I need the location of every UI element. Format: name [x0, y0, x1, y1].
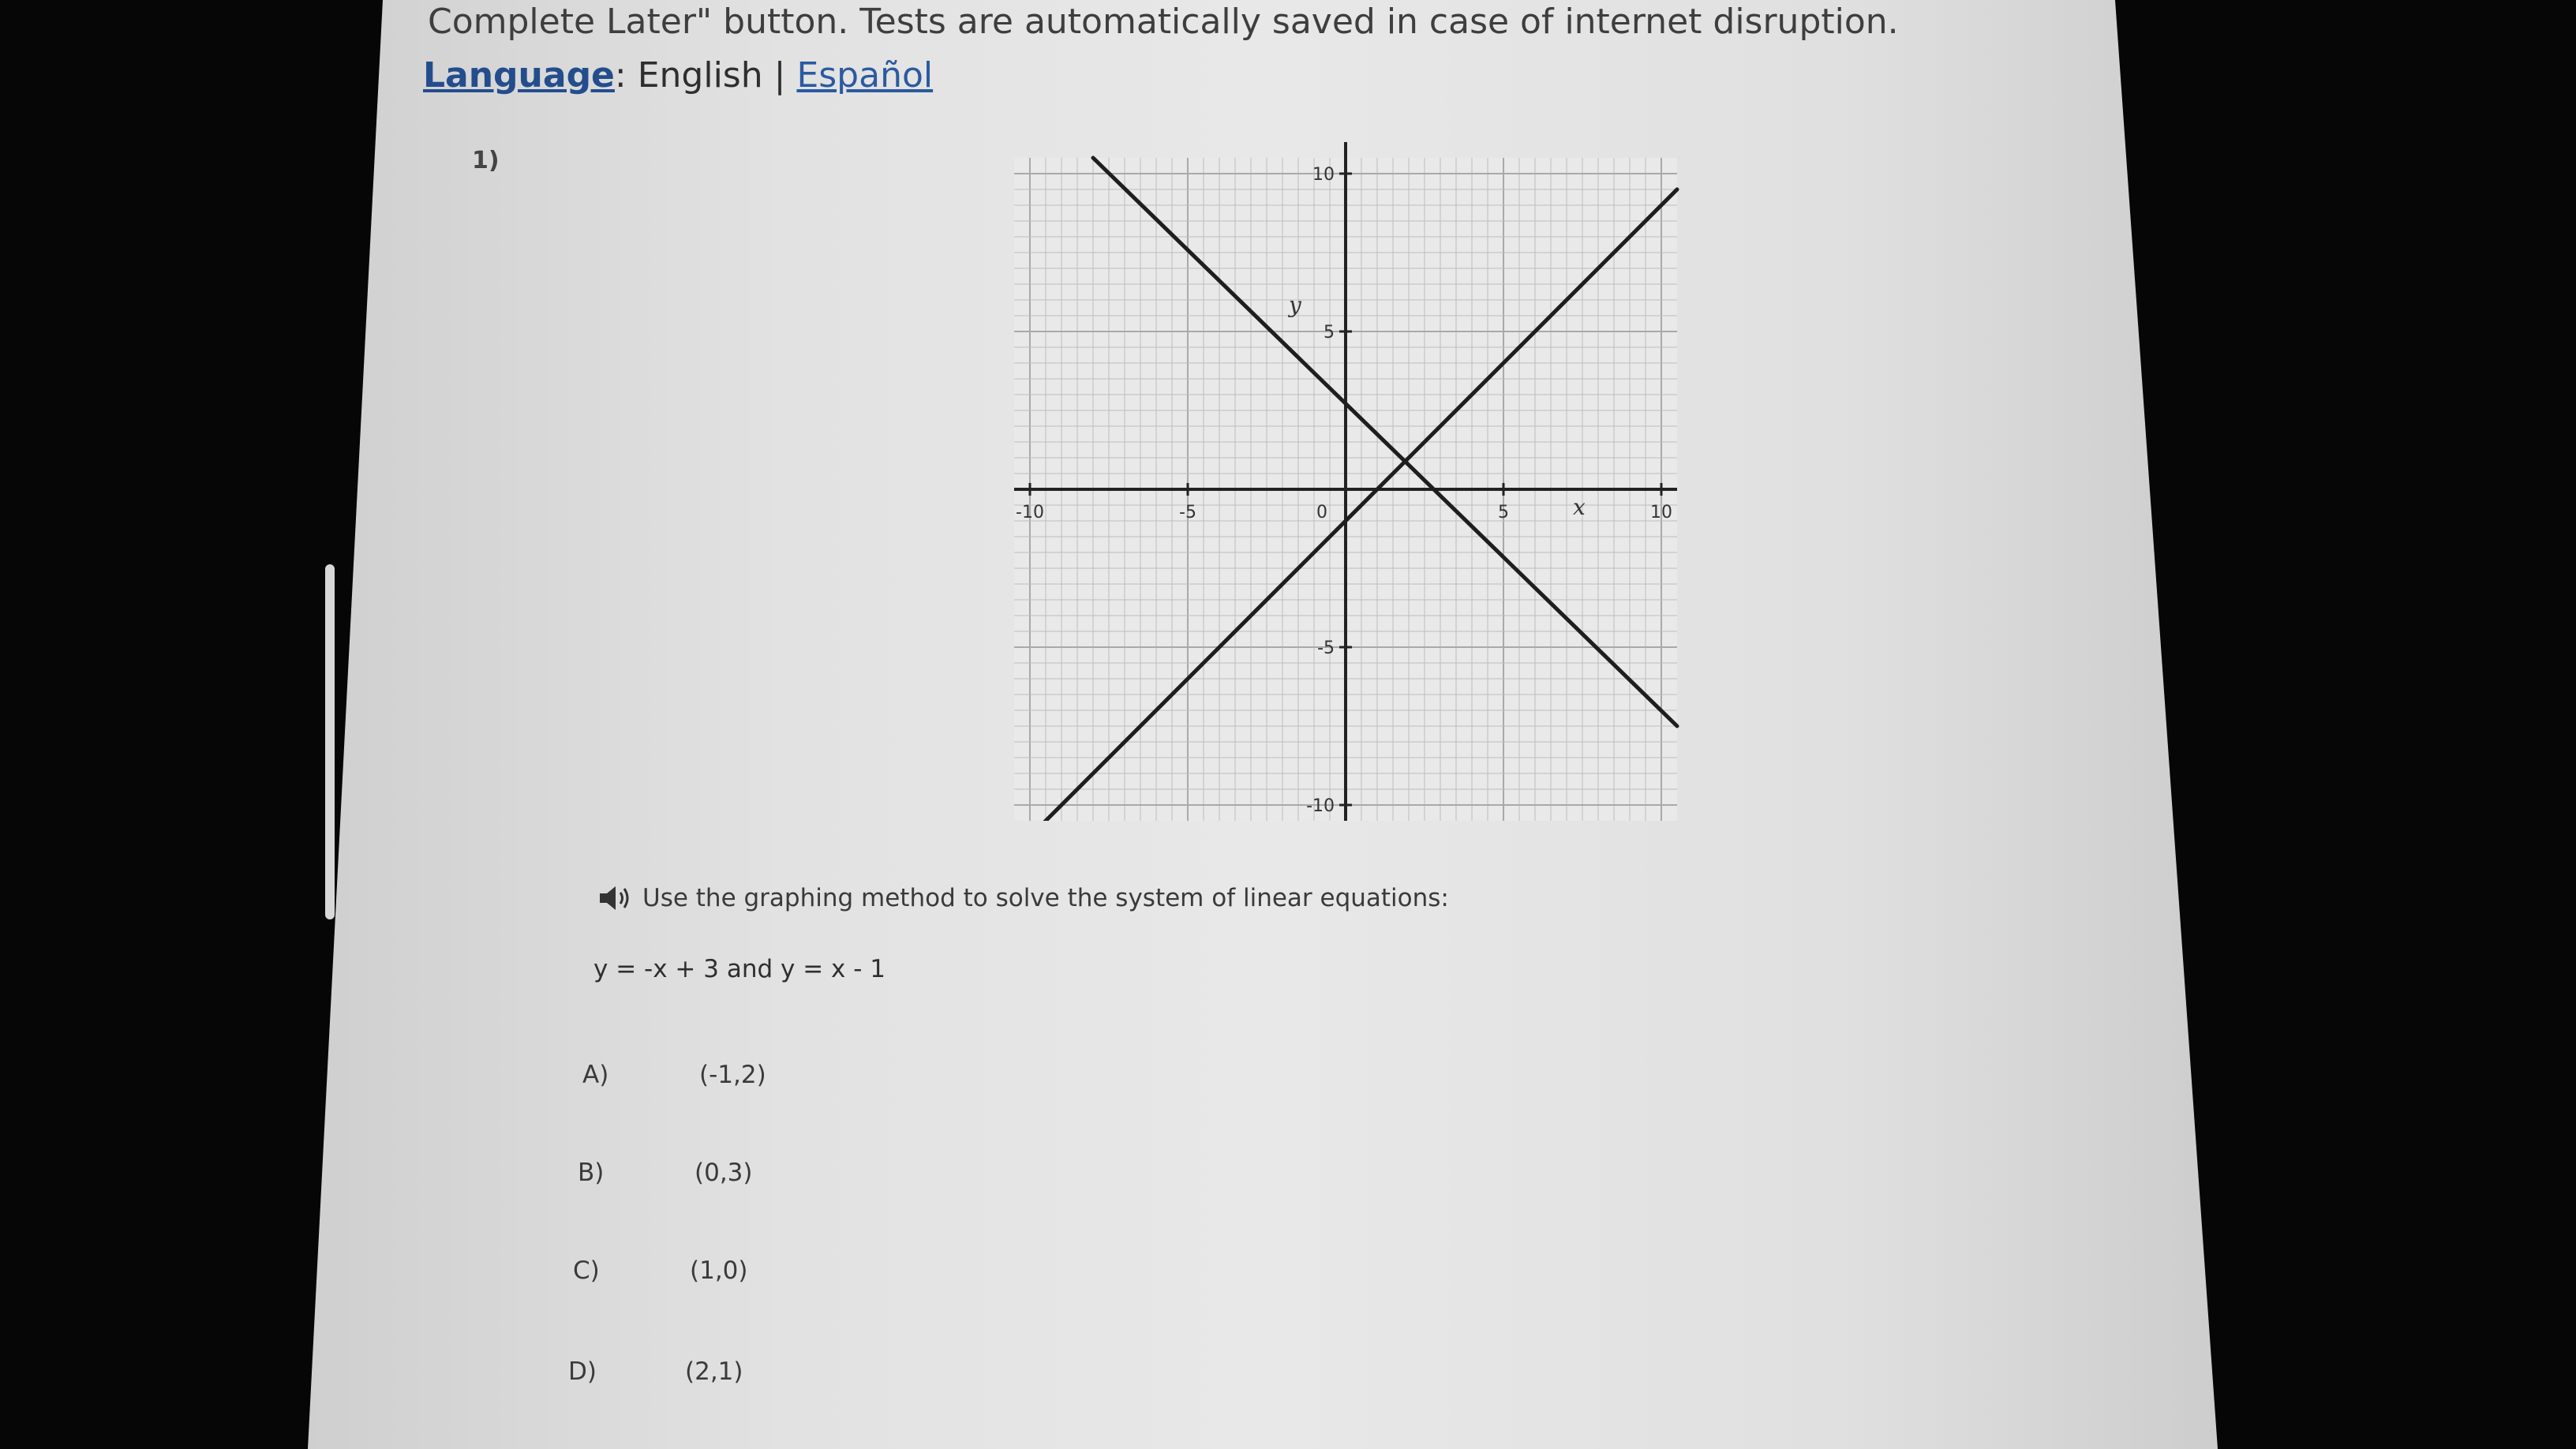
- page-edge-strip: [325, 564, 335, 919]
- coordinate-graph: [994, 142, 1705, 821]
- language-label-link[interactable]: Language: [423, 55, 615, 95]
- choice-a-letter: A): [582, 1061, 609, 1089]
- language-separator: :: [614, 55, 627, 95]
- language-divider: |: [773, 55, 786, 95]
- choice-d-value: (2,1): [685, 1357, 743, 1386]
- y-tick-label: 10: [1312, 165, 1335, 185]
- x-axis-label: x: [1573, 494, 1586, 520]
- question-prompt: [598, 884, 1449, 912]
- x-tick-label: 0: [1316, 503, 1327, 522]
- choice-d-letter: D): [568, 1357, 597, 1386]
- x-tick-label: -10: [1016, 503, 1044, 522]
- x-tick-label: -5: [1179, 503, 1196, 522]
- choice-a[interactable]: [582, 1061, 766, 1089]
- x-tick-label: 10: [1650, 503, 1672, 522]
- language-selector: [423, 55, 933, 95]
- choice-c-letter: C): [573, 1256, 600, 1285]
- choice-b-value: (0,3): [695, 1159, 753, 1187]
- speaker-icon[interactable]: [598, 885, 635, 912]
- question-number: 1): [472, 147, 500, 174]
- choice-a-value: (-1,2): [699, 1061, 766, 1089]
- choice-b-letter: B): [578, 1159, 605, 1187]
- y-axis-label: y: [1289, 292, 1301, 318]
- y-tick-label: 5: [1324, 323, 1335, 343]
- choice-d[interactable]: [568, 1357, 743, 1386]
- prompt-text: Use the graphing method to solve the system of linear equations:: [642, 884, 1449, 912]
- choice-c[interactable]: [573, 1256, 748, 1285]
- choice-c-value: (1,0): [690, 1256, 748, 1285]
- language-english: English: [637, 55, 763, 95]
- x-tick-label: 5: [1498, 503, 1509, 522]
- language-espanol-link[interactable]: Español: [796, 55, 934, 95]
- y-tick-label: -5: [1317, 638, 1335, 658]
- equation-text: y = -x + 3 and y = x - 1: [593, 955, 886, 983]
- y-tick-label: -10: [1306, 796, 1335, 816]
- instruction-text: Complete Later" button. Tests are automatically saved in case of internet disruption.: [428, 2, 1899, 42]
- choice-b[interactable]: [578, 1159, 753, 1187]
